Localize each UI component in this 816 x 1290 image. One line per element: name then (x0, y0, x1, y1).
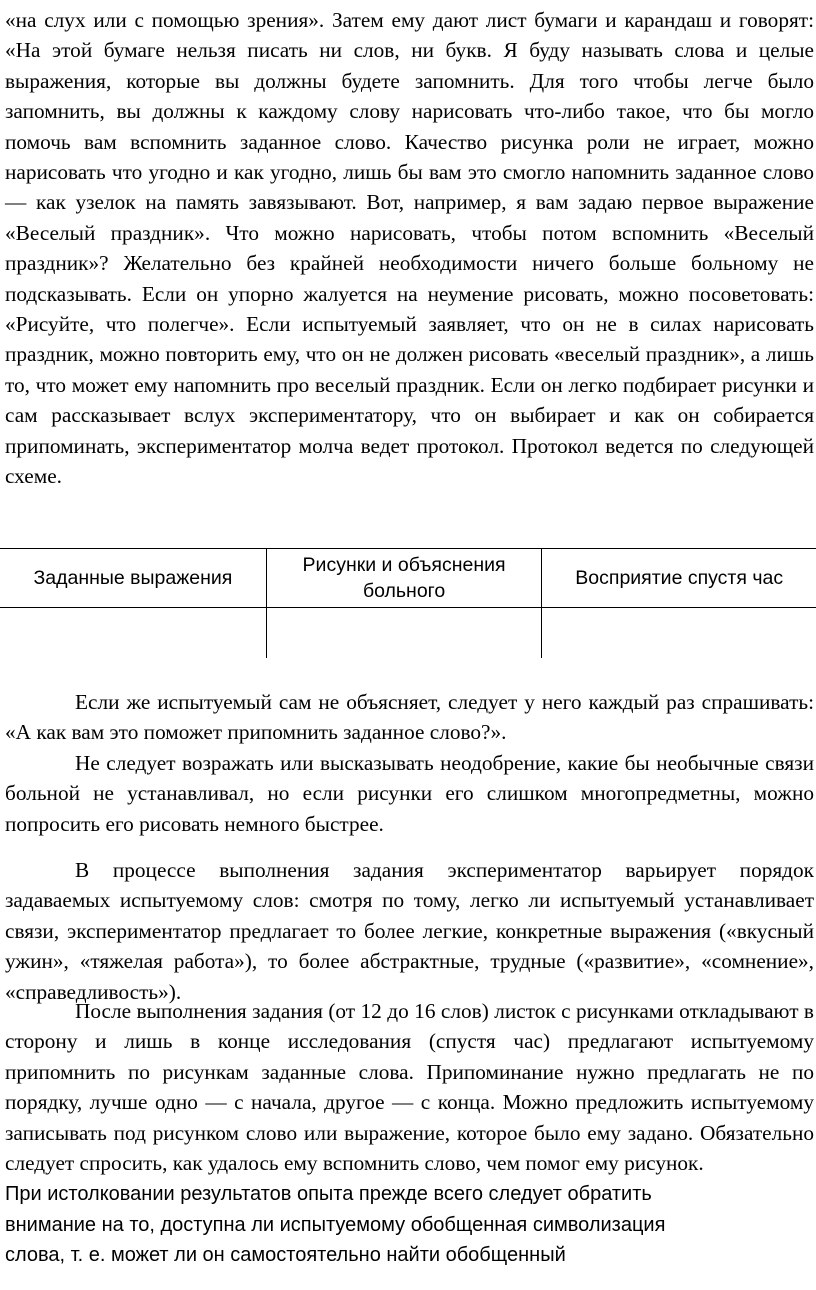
interpretation-line-2: внимание на то, доступна ли испытуемому обобщенная символизация (5, 1213, 666, 1236)
table-header-row (0, 549, 816, 608)
paragraph-recall: После выполнения задания (от 12 до 16 слов) листок с рисунками откладывают в сторону и лишь в конце исследования (спустя час) предлагают испытуемому припомнить по рисункам заданные слова. Припоминание нужно предлагать не по порядку, лучше одно — с начала, другое — с конца. Можно предложить испытуемому записывать под рисунком слово или выражение, которое было ему задано. Обязательно следует спросить, как удалось ему вспомнить слово, чем помог ему рисунок. (5, 999, 814, 1176)
table-cell (542, 608, 816, 659)
interpretation-line-1: При истолковании результатов опыта прежде всего следует обратить (5, 1183, 652, 1205)
protocol-table (0, 548, 816, 658)
paragraph-do-not-object: Не следует возражать или высказывать неодобрение, какие бы необычные связи больной не устанавливал, но если рисунки его слишком многопредметны, можно попросить его рисовать немного быстрее. (5, 751, 814, 836)
table-row (0, 608, 816, 659)
column-header-given-expressions: Заданные выражения (0, 549, 266, 608)
paragraph-ask-explanation: Если же испытуемый сам не объясняет, следует у него каждый раз спрашивать: «А как вам это поможет припомнить заданное слово?». (5, 690, 814, 745)
column-header-drawings-explanations: Рисунки и объяснения больного (266, 549, 542, 608)
interpretation-line-3: слова, т. е. может ли он самостоятельно найти обобщенный (5, 1244, 566, 1267)
paragraph-word-order: В процессе выполнения задания экспериментатор варьирует порядок задаваемых испытуемому слов: смотря по тому, легко ли испытуемый устанавливает связи, экспериментатор предлагает то более легкие, конкретные выражения («вкусный ужин», «тяжелая работа»), то более абстрактные, трудные («развитие», «сомнение», «справедливость»). (5, 858, 814, 1004)
paragraph-instructions: «на слух или с помощью зрения». Затем ему дают лист бумаги и карандаш и говорят: «На этой бумаге нельзя писать ни слов, ни букв. Я буду называть слова и целые выражения, которые вы должны будете запомнить. Для того чтобы легче было запомнить, вы должны к каждому слову нарисовать что-либо такое, что бы могло помочь вам вспомнить заданное слово. Качество рисунка роли не играет, можно нарисовать что угодно и как угодно, лишь бы вам это смогло напомнить заданное слово — как узелок на память завязывают. Вот, например, я вам задаю первое выражение «Веселый праздник». Что можно нарисовать, чтобы потом вспомнить «Веселый праздник»? Желательно без крайней необходимости ничего больше больному не подсказывать. Если он упорно жалуется на неумение рисовать, можно посоветовать: «Рисуйте, что полегче». Если испытуемый заявляет, что он не в силах нарисовать праздник, можно повторить ему, что он не должен рисовать «веселый праздник», а лишь то, что может ему напомнить про веселый праздник. Если он легко подбирает рисунки и сам рассказывает вслух экспериментатору, что он выбирает и как он собирается припоминать, экспериментатор молча ведет протокол. Протокол ведется по следующей схеме. (5, 8, 814, 489)
column-header-recall-after-hour: Восприятие спустя час (542, 549, 816, 608)
table-cell (0, 608, 266, 659)
table-cell (266, 608, 542, 659)
paragraph-interpretation (5, 1179, 814, 1271)
